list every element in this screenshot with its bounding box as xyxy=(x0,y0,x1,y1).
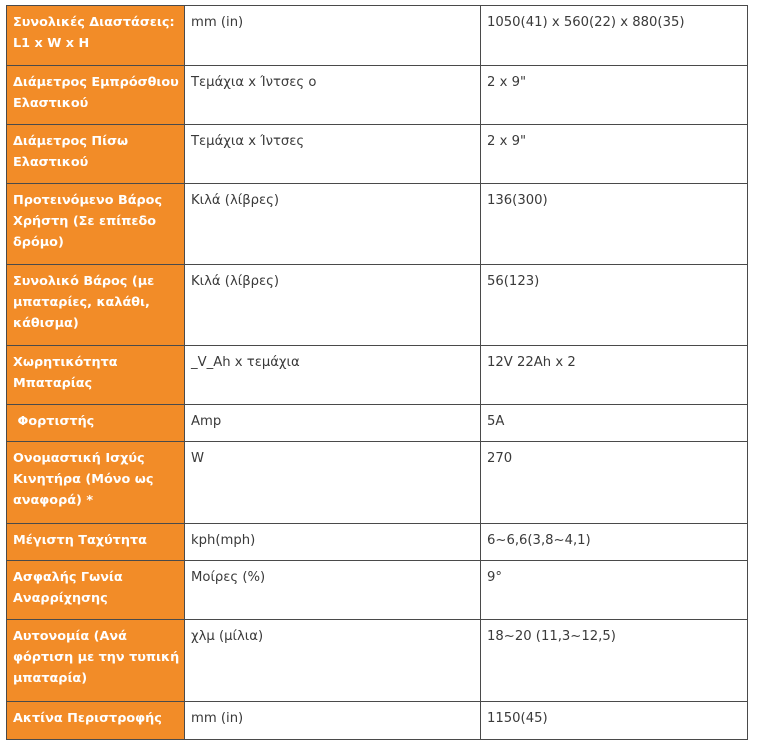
row-value: 270 xyxy=(481,442,748,524)
row-label: Διάμετρος Πίσω Ελαστικού xyxy=(7,125,185,184)
row-unit: Amp xyxy=(185,405,481,442)
row-unit: W xyxy=(185,442,481,524)
row-value: 12V 22Ah x 2 xyxy=(481,346,748,405)
row-value: 1050(41) x 560(22) x 880(35) xyxy=(481,6,748,66)
table-row xyxy=(7,524,748,561)
row-unit: mm (in) xyxy=(185,702,481,740)
table-row xyxy=(7,125,748,184)
row-unit: Τεμάχια x Ίντσες ο xyxy=(185,66,481,125)
row-value: 5A xyxy=(481,405,748,442)
row-unit: χλμ (μίλια) xyxy=(185,620,481,702)
row-label: Συνολικό Βάρος (με μπαταρίες, καλάθι, κάθισμα) xyxy=(7,265,185,346)
row-value: 1150(45) xyxy=(481,702,748,740)
row-label: Προτεινόμενο Βάρος Χρήστη (Σε επίπεδο δρόμο) xyxy=(7,184,185,265)
row-unit: kph(mph) xyxy=(185,524,481,561)
row-label: Συνολικές Διαστάσεις: L1 x W x H xyxy=(7,6,185,66)
row-value: 136(300) xyxy=(481,184,748,265)
table-row xyxy=(7,6,748,66)
row-unit: Κιλά (λίβρες) xyxy=(185,265,481,346)
row-unit: Κιλά (λίβρες) xyxy=(185,184,481,265)
row-value: 2 x 9" xyxy=(481,66,748,125)
table-row xyxy=(7,561,748,620)
row-value: 9° xyxy=(481,561,748,620)
row-value: 18~20 (11,3~12,5) xyxy=(481,620,748,702)
row-label: Ακτίνα Περιστροφής xyxy=(7,702,185,740)
row-label: Ονομαστική Ισχύς Κινητήρα (Μόνο ως αναφορά) * xyxy=(7,442,185,524)
table-row xyxy=(7,702,748,740)
row-unit: Μοίρες (%) xyxy=(185,561,481,620)
row-label: Φορτιστής xyxy=(7,405,185,442)
table-row xyxy=(7,265,748,346)
table-row xyxy=(7,620,748,702)
table-row xyxy=(7,405,748,442)
row-value: 2 x 9" xyxy=(481,125,748,184)
spec-table xyxy=(6,5,748,740)
table-row xyxy=(7,66,748,125)
row-label: Μέγιστη Ταχύτητα xyxy=(7,524,185,561)
row-value: 6~6,6(3,8~4,1) xyxy=(481,524,748,561)
row-label: Διάμετρος Εμπρόσθιου Ελαστικού xyxy=(7,66,185,125)
row-unit: mm (in) xyxy=(185,6,481,66)
table-row xyxy=(7,442,748,524)
row-label: Αυτονομία (Ανά φόρτιση με την τυπική μπαταρία) xyxy=(7,620,185,702)
row-unit: _V_Ah x τεμάχια xyxy=(185,346,481,405)
row-label: Ασφαλής Γωνία Αναρρίχησης xyxy=(7,561,185,620)
row-unit: Τεμάχια x Ίντσες xyxy=(185,125,481,184)
row-label: Χωρητικότητα Μπαταρίας xyxy=(7,346,185,405)
table-row xyxy=(7,346,748,405)
table-row xyxy=(7,184,748,265)
row-value: 56(123) xyxy=(481,265,748,346)
